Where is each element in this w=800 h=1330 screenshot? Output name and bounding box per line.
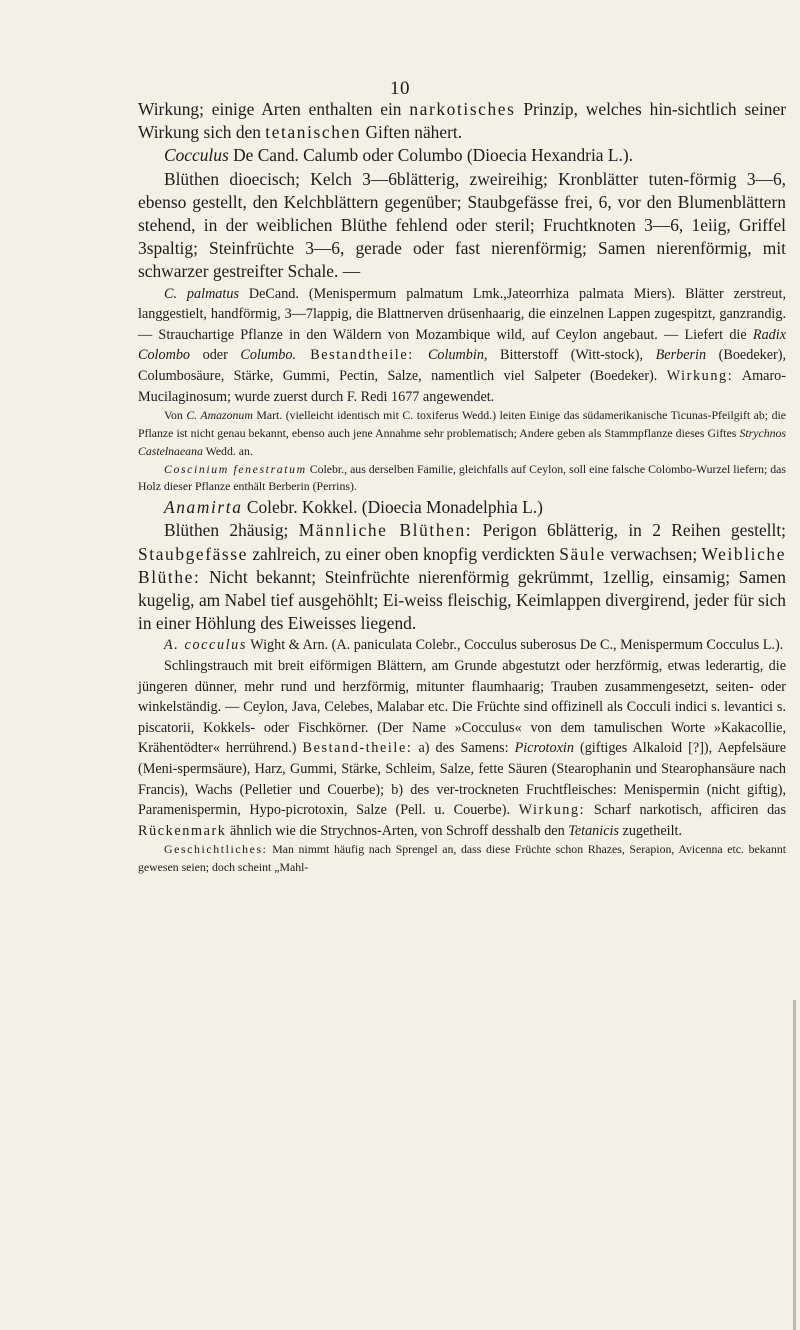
species-cocculus: A. cocculus [164, 637, 247, 654]
main-text [138, 98, 786, 877]
paragraph-cocculus-details: Schlingstrauch mit breit eiförmigen Blättern, am Grunde abgestutzt oder herzförmig, etwas lederartig, die jüngeren dünner, mehr rund und herzförmig, mitunter flaumhaarig; Trauben zusammengesetzt, seiten- oder winkelständig. — Ceylon, Java, Celebes, Malabar etc. Die Früchte sind offizinell als Cocculi indici s. levantici s. piscatorii, Kokkels- oder Fischkörner. (Der Name »Cocculus« von dem tamulischen Worte »Kakacollie, Krähentödter« herrührend.) Bestand-theile: a) des Samens: Picrotoxin (giftiges Alkaloid [?]), Aepfelsäure (Meni-spermsäure), Harz, Gummi, Stärke, Schleim, Salze, fette Säuren (Stearophanin und Stearophansäure nach Francis), Wachs (Pelletier und Couerbe); b) des ver-trockneten Fruchtfleisches: Menispermin (nicht giftig), Paramenispermin, Hypo-picrotoxin, Salze (Pell. u. Couerbe). Wirkung: Scharf narkotisch, afficiren das Rückenmark ähnlich wie die Strychnos-Arten, von Schroff desshalb den Tetanicis zugetheilt. [138, 657, 786, 839]
paragraph-anamirta-genus: Anamirta Colebr. Kokkel. (Dioecia Monadelphia L.) [164, 497, 543, 518]
page-number: 10 [390, 78, 410, 99]
emphasis-narkotisches: narkotisches [409, 99, 516, 119]
paragraph-palmatus: C. palmatus DeCand. (Menispermum palmatum Lmk.,Jateorrhiza palmata Miers). Blätter zerstreut, langgestielt, handförmig, 3—7lappig, die Blattnerven drüsenhaarig, die einzelnen Lappen zugespitzt, ganzrandig. — Strauchartige Pflanze in den Wäldern von Mozambique wild, auf Ceylon angebaut. — Liefert die Radix Colombo oder Columbo. Bestandtheile: Columbin, Bitterstoff (Witt-stock), Berberin (Boedeker), Columbosäure, Stärke, Gummi, Pectin, Salze, namentlich viel Salpeter (Boedeker). Wirkung: Amaro-Mucilaginosum; wurde zuerst durch F. Redi 1677 angewendet. [138, 285, 787, 405]
paragraph-amazonum: Von C. Amazonum Mart. (vielleicht identisch mit C. toxiferus Wedd.) leiten Einige das südamerikanische Ticunas-Pfeilgift ab; die Pflanze ist nicht genau bekannt, ebenso auch jene Annahme sehr problematisch; Andere geben als Stammpflanze dieses Giftes Strychnos Castelnaeana Wedd. an. [138, 408, 786, 458]
paragraph-cocculus-description: Blüthen dioecisch; Kelch 3—6blätterig, zweireihig; Kronblätter tuten-förmig 3—6, ebenso gestellt, den Kelchblättern gegenüber; Staubgefässe frei, 6, vor den Blumenblättern stehend, in der weiblichen Blüthe fehlend oder steril; Fruchtknoten 3—6, 1eiig, Griffel 3spaltig; Steinfrüchte 3—6, gerade oder fast nierenförmig; Samen nierenförmig, mit schwarzer gestreifter Schale. — [138, 168, 786, 282]
paragraph-cocculus-species: A. cocculus Wight & Arn. (A. paniculata Colebr., Cocculus suberosus De C., Menispermum Cocculus L.). [164, 637, 784, 654]
paragraph-geschichtliches: Geschichtliches: Man nimmt häufig nach Sprengel an, dass diese Früchte schon Rhazes, Serapion, Avicenna etc. bekannt gewesen seien; doch scheint „Mahl- [138, 842, 786, 875]
section-geschichtliches [138, 841, 786, 877]
paragraph-cocculus-genus: Cocculus De Cand. Calumb oder Columbo (Dioecia Hexandria L.). [164, 145, 633, 166]
section-palmatus [138, 284, 786, 408]
paragraph-anamirta-description: Blüthen 2häusig; Männliche Blüthen: Perigon 6blätterig, in 2 Reihen gestellt; Staubgefässe zahlreich, zu einer oben knopfig verdickten Säule verwachsen; Weibliche Blüthe: Nicht bekannt; Steinfrüchte nierenförmig gekrümmt, 1zellig, einsamig; Samen kugelig, am Nabel tief ausgehöhlt; Ei-weiss fleischig, Keimlappen divergirend, jeder für sich in einer Höhlung des Eiweisses liegend. [138, 520, 787, 634]
paragraph-coscinium: Coscinium fenestratum Colebr., aus derselben Familie, gleichfalls auf Ceylon, soll eine falsche Colombo-Wurzel liefern; das Holz dieser Pflanze enthält Berberin (Perrins). [138, 461, 786, 494]
emphasis-tetanischen: tetanischen [265, 122, 362, 143]
section-amazonum-note [138, 407, 786, 496]
genus-anamirta: Anamirta [164, 497, 243, 518]
genus-cocculus: Cocculus [164, 145, 229, 166]
species-palmatus: C. palmatus [164, 285, 239, 302]
page-edge-shadow [793, 1000, 796, 1330]
paragraph-cocculus-intro: Wirkung; einige Arten enthalten ein narkotisches Prinzip, welches hin-sichtlich seiner Wirkung sich den tetanischen Giften nähert. [138, 99, 786, 143]
section-anamirta-cocculus [138, 635, 786, 841]
